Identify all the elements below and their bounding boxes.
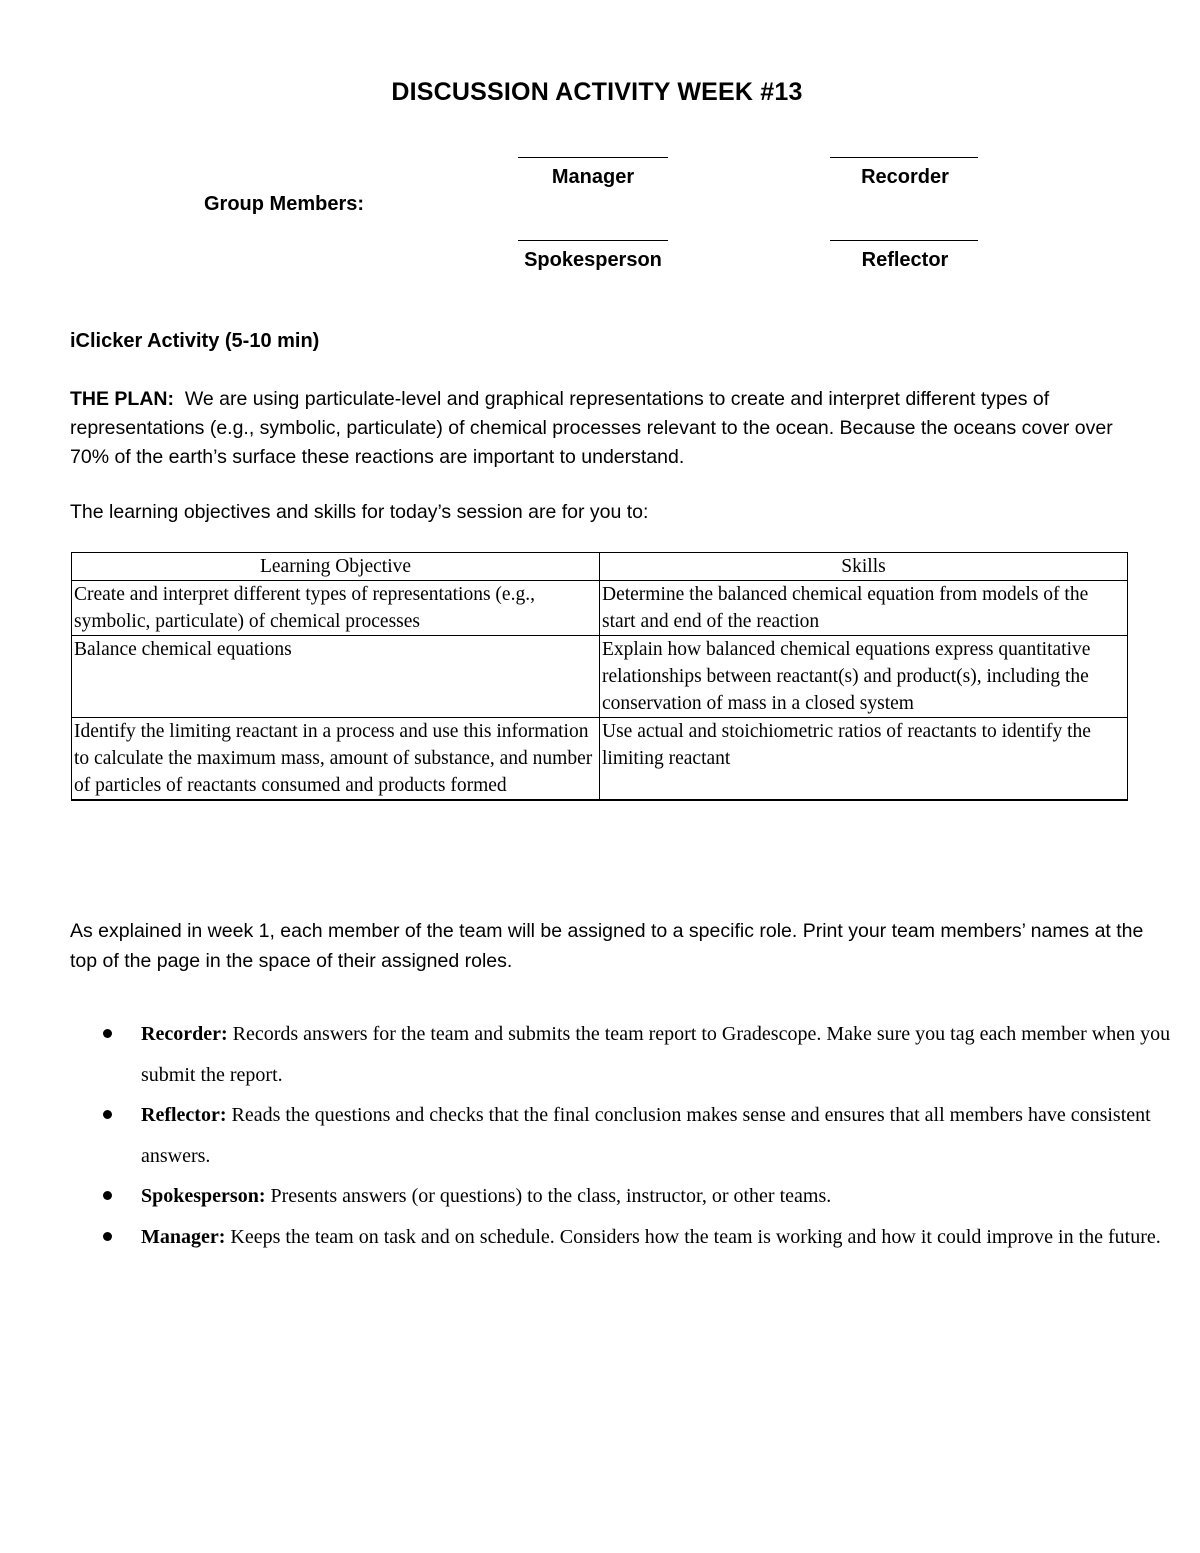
table-header-learning-objective: Learning Objective bbox=[72, 553, 600, 581]
objectives-intro: The learning objectives and skills for today’s session are for you to: bbox=[70, 501, 649, 523]
list-item-manager bbox=[141, 1217, 1200, 1258]
role-term: Spokesperson: bbox=[141, 1185, 266, 1207]
role-slot-spokesperson bbox=[518, 240, 668, 272]
name-blank-line bbox=[830, 157, 978, 158]
role-description-list bbox=[70, 1014, 1200, 1257]
table-row bbox=[72, 718, 1128, 801]
activity-heading: iClicker Activity (5-10 min) bbox=[70, 330, 320, 352]
bullet-icon bbox=[103, 1029, 112, 1038]
table-cell-skill: Determine the balanced chemical equation from models of the start and end of the reaction bbox=[600, 581, 1128, 636]
bullet-icon bbox=[103, 1232, 112, 1241]
roles-intro: As explained in week 1, each member of the team will be assigned to a specific role. Print your team members’ names at the top of the page in the space of their assigned roles. bbox=[70, 920, 1144, 972]
role-term: Reflector: bbox=[141, 1104, 227, 1126]
role-label-reflector: Reflector bbox=[861, 249, 949, 271]
plan-label: THE PLAN: bbox=[70, 388, 174, 410]
role-term: Recorder: bbox=[141, 1023, 228, 1045]
role-slot-reflector bbox=[830, 240, 980, 272]
list-item-spokesperson bbox=[141, 1176, 1200, 1217]
role-label-recorder: Recorder bbox=[861, 166, 949, 188]
role-slot-recorder bbox=[830, 157, 980, 189]
table-header-row bbox=[72, 553, 1128, 581]
role-text: Reads the questions and checks that the final conclusion makes sense and ensures that all members have consistent answers. bbox=[141, 1104, 1151, 1167]
group-members-label: Group Members: bbox=[204, 193, 365, 215]
table-cell-objective: Create and interpret different types of representations (e.g., symbolic, particulate) of chemical processes bbox=[72, 581, 600, 636]
name-blank-line bbox=[518, 240, 668, 241]
page-title: DISCUSSION ACTIVITY WEEK #13 bbox=[391, 78, 803, 106]
role-slot-manager bbox=[518, 157, 668, 189]
bullet-icon bbox=[103, 1110, 112, 1119]
role-term: Manager: bbox=[141, 1225, 226, 1248]
list-item-reflector bbox=[141, 1095, 1200, 1176]
objectives-table bbox=[71, 552, 1128, 801]
role-label-spokesperson: Spokesperson bbox=[524, 249, 662, 271]
role-text: Records answers for the team and submits the team report to Gradescope. Make sure you tag each member when you submit the report. bbox=[141, 1023, 1171, 1086]
plan-paragraph bbox=[70, 385, 1145, 472]
table-cell-skill: Use actual and stoichiometric ratios of reactants to identify the limiting reactant bbox=[600, 718, 1128, 801]
role-label-manager: Manager bbox=[551, 166, 635, 188]
table-row bbox=[72, 636, 1128, 718]
list-item-recorder bbox=[141, 1014, 1200, 1095]
table-row bbox=[72, 581, 1128, 636]
table-cell-objective: Balance chemical equations bbox=[72, 636, 600, 718]
table-cell-skill: Explain how balanced chemical equations express quantitative relationships between reactant(s) and product(s), including the conservation of mass in a closed system bbox=[600, 636, 1128, 718]
plan-text: We are using particulate-level and graphical representations to create and interpret different types of representations (e.g., symbolic, particulate) of chemical processes relevant to the ocean. Because the oceans cover over 70% of the earth’s surface these reactions are important to understand. bbox=[70, 388, 1113, 468]
bullet-icon bbox=[103, 1191, 112, 1200]
role-text: Presents answers (or questions) to the class, instructor, or other teams. bbox=[270, 1185, 832, 1207]
name-blank-line bbox=[830, 240, 978, 241]
name-blank-line bbox=[518, 157, 668, 158]
table-header-skills: Skills bbox=[600, 553, 1128, 581]
table-cell-objective: Identify the limiting reactant in a process and use this information to calculate the maximum mass, amount of substance, and number of particles of reactants consumed and products formed bbox=[72, 718, 600, 801]
role-text: Keeps the team on task and on schedule. Considers how the team is working and how it could improve in the future. bbox=[230, 1225, 1161, 1248]
